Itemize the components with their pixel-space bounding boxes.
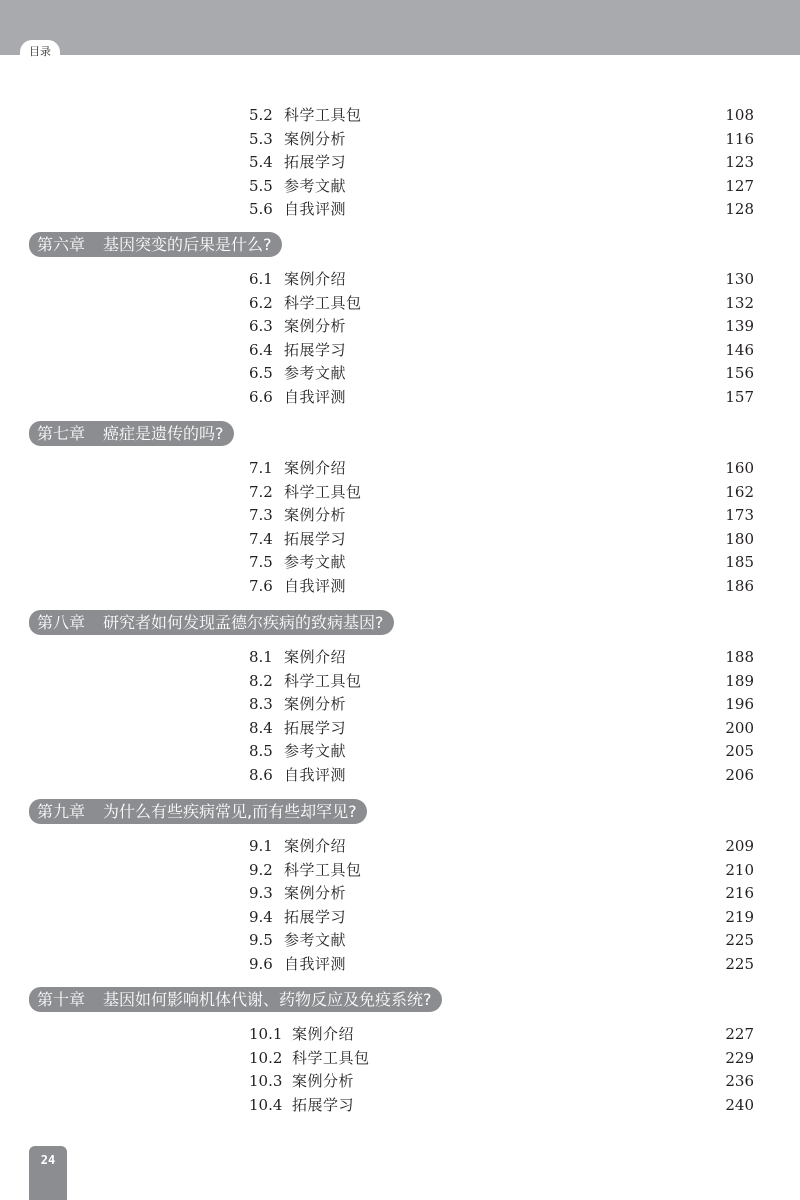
section-title: 拓展学习 [284,340,347,359]
page-ref: 189 [725,671,754,690]
section-title: 科学工具包 [284,482,362,501]
toc-entry[interactable] [0,457,800,479]
toc-entry[interactable] [0,198,800,220]
toc-entry[interactable] [0,104,800,126]
toc-entry[interactable] [0,1070,800,1092]
page-ref: 200 [725,718,754,737]
section-number: 8.4 [249,718,273,737]
section-number: 5.3 [249,129,273,148]
toc-entry[interactable] [0,151,800,173]
page-ref: 139 [725,317,754,336]
section-number: 7.1 [249,459,273,477]
page-ref: 128 [725,200,754,219]
section-title: 拓展学习 [284,907,347,926]
section-number: 6.4 [249,340,273,359]
section-title: 自我评测 [284,200,347,219]
toc-entry[interactable] [0,315,800,337]
chapter-heading[interactable] [29,799,367,824]
chapter-label: 第六章 [37,235,86,254]
section-number: 10.3 [249,1072,283,1091]
toc-entry[interactable] [0,504,800,526]
section-title: 拓展学习 [284,529,347,548]
page-ref: 127 [725,176,754,195]
section-number: 7.6 [249,577,273,595]
section-title: 案例分析 [292,1072,355,1091]
section-number: 6.5 [249,364,273,383]
toc-entry[interactable] [0,551,800,573]
page-ref: 225 [725,931,754,950]
toc-entry[interactable] [0,481,800,503]
section-title: 自我评测 [284,388,347,406]
page-ref: 146 [725,340,754,359]
page-ref: 188 [725,648,754,666]
page-ref: 108 [725,106,754,124]
chapter-heading[interactable] [29,421,234,446]
section-number: 10.1 [249,1025,283,1043]
toc-entry[interactable] [0,859,800,881]
toc-entry[interactable] [0,764,800,786]
section-number: 6.2 [249,293,273,312]
section-number: 6.1 [249,270,273,288]
section-number: 5.2 [249,106,273,124]
section-title: 参考文献 [284,364,347,383]
section-title: 拓展学习 [284,718,347,737]
section-number: 8.5 [249,742,273,761]
page-ref: 123 [725,153,754,172]
section-title: 案例分析 [284,695,347,714]
section-title: 科学工具包 [284,293,362,312]
toc-entry[interactable] [0,175,800,197]
chapter-heading[interactable] [29,610,394,635]
section-title: 参考文献 [284,176,347,195]
toc-entry[interactable] [0,670,800,692]
toc-entry[interactable] [0,292,800,314]
toc-entry[interactable] [0,906,800,928]
section-number: 7.4 [249,529,273,548]
toc-entry[interactable] [0,929,800,951]
page-ref: 160 [725,459,754,477]
chapter-label: 第八章 [37,613,86,632]
section-number: 7.5 [249,553,273,572]
section-tab: 目录 [20,40,60,64]
page-ref: 173 [725,506,754,525]
page-ref: 130 [725,270,754,288]
section-title: 科学工具包 [292,1048,370,1067]
section-number: 8.3 [249,695,273,714]
section-title: 案例分析 [284,317,347,336]
toc-entry[interactable] [0,362,800,384]
section-number: 8.1 [249,648,273,666]
section-title: 案例分析 [284,884,347,903]
page-ref: 196 [725,695,754,714]
section-title: 参考文献 [284,931,347,950]
section-number: 7.3 [249,506,273,525]
toc-entry[interactable] [0,1094,800,1116]
page-ref: 185 [725,553,754,572]
page-ref: 209 [725,837,754,855]
toc-entry[interactable] [0,740,800,762]
chapter-label: 第七章 [37,424,86,443]
section-title: 参考文献 [284,553,347,572]
toc-entry[interactable] [0,575,800,597]
toc-entry[interactable] [0,646,800,668]
section-title: 案例分析 [284,506,347,525]
section-number: 8.6 [249,766,273,784]
toc-entry[interactable] [0,1023,800,1045]
section-title: 科学工具包 [284,860,362,879]
page-ref: 236 [725,1072,754,1091]
page-ref: 240 [725,1095,754,1114]
section-number: 6.3 [249,317,273,336]
chapter-title: 癌症是遗传的吗? [103,424,224,443]
section-number: 9.5 [249,931,273,950]
chapter-title: 研究者如何发现孟德尔疾病的致病基因? [103,613,384,632]
section-title: 案例介绍 [292,1025,355,1043]
chapter-heading[interactable] [29,232,282,257]
section-title: 自我评测 [284,577,347,595]
toc-entry[interactable] [0,528,800,550]
section-number: 5.5 [249,176,273,195]
page-ref: 206 [725,766,754,784]
page-ref: 205 [725,742,754,761]
section-number: 9.4 [249,907,273,926]
page-ref: 216 [725,884,754,903]
page-ref: 116 [725,129,754,148]
section-title: 拓展学习 [292,1095,355,1114]
chapter-label: 第十章 [37,990,86,1009]
toc-entry[interactable] [0,339,800,361]
chapter-title: 基因突变的后果是什么? [103,235,272,254]
section-title: 科学工具包 [284,106,362,124]
toc-entry[interactable] [0,268,800,290]
page-ref: 219 [725,907,754,926]
section-title: 自我评测 [284,955,347,973]
page-ref: 225 [725,955,754,973]
section-number: 8.2 [249,671,273,690]
section-title: 自我评测 [284,766,347,784]
chapter-title: 为什么有些疾病常见,而有些却罕见? [103,802,357,821]
section-number: 9.2 [249,860,273,879]
page-ref: 186 [725,577,754,595]
section-number: 5.6 [249,200,273,219]
section-number: 7.2 [249,482,273,501]
section-number: 9.3 [249,884,273,903]
section-number: 6.6 [249,388,273,406]
section-title: 科学工具包 [284,671,362,690]
chapter-heading[interactable] [29,987,442,1012]
chapter-label: 第九章 [37,802,86,821]
section-title: 案例介绍 [284,837,347,855]
toc-entry[interactable] [0,128,800,150]
page-number: 24 [29,1146,67,1200]
page-ref: 210 [725,860,754,879]
toc-entry[interactable] [0,386,800,408]
section-title: 案例分析 [284,129,347,148]
section-title: 案例介绍 [284,270,347,288]
section-number: 10.2 [249,1048,283,1067]
section-title: 案例介绍 [284,459,347,477]
section-title: 参考文献 [284,742,347,761]
toc-entry[interactable] [0,1047,800,1069]
header-band [0,0,800,55]
section-number: 9.1 [249,837,273,855]
section-number: 10.4 [249,1095,283,1114]
page-ref: 156 [725,364,754,383]
section-title: 拓展学习 [284,153,347,172]
toc-entry[interactable] [0,953,800,975]
toc-entry[interactable] [0,835,800,857]
toc-entry[interactable] [0,882,800,904]
page-ref: 157 [725,388,754,406]
chapter-title: 基因如何影响机体代谢、药物反应及免疫系统? [103,990,432,1009]
toc-entry[interactable] [0,693,800,715]
page-ref: 180 [725,529,754,548]
section-number: 9.6 [249,955,273,973]
section-title: 案例介绍 [284,648,347,666]
section-number: 5.4 [249,153,273,172]
toc-entry[interactable] [0,717,800,739]
page-ref: 227 [725,1025,754,1043]
page-ref: 132 [725,293,754,312]
page-ref: 229 [725,1048,754,1067]
page-ref: 162 [725,482,754,501]
